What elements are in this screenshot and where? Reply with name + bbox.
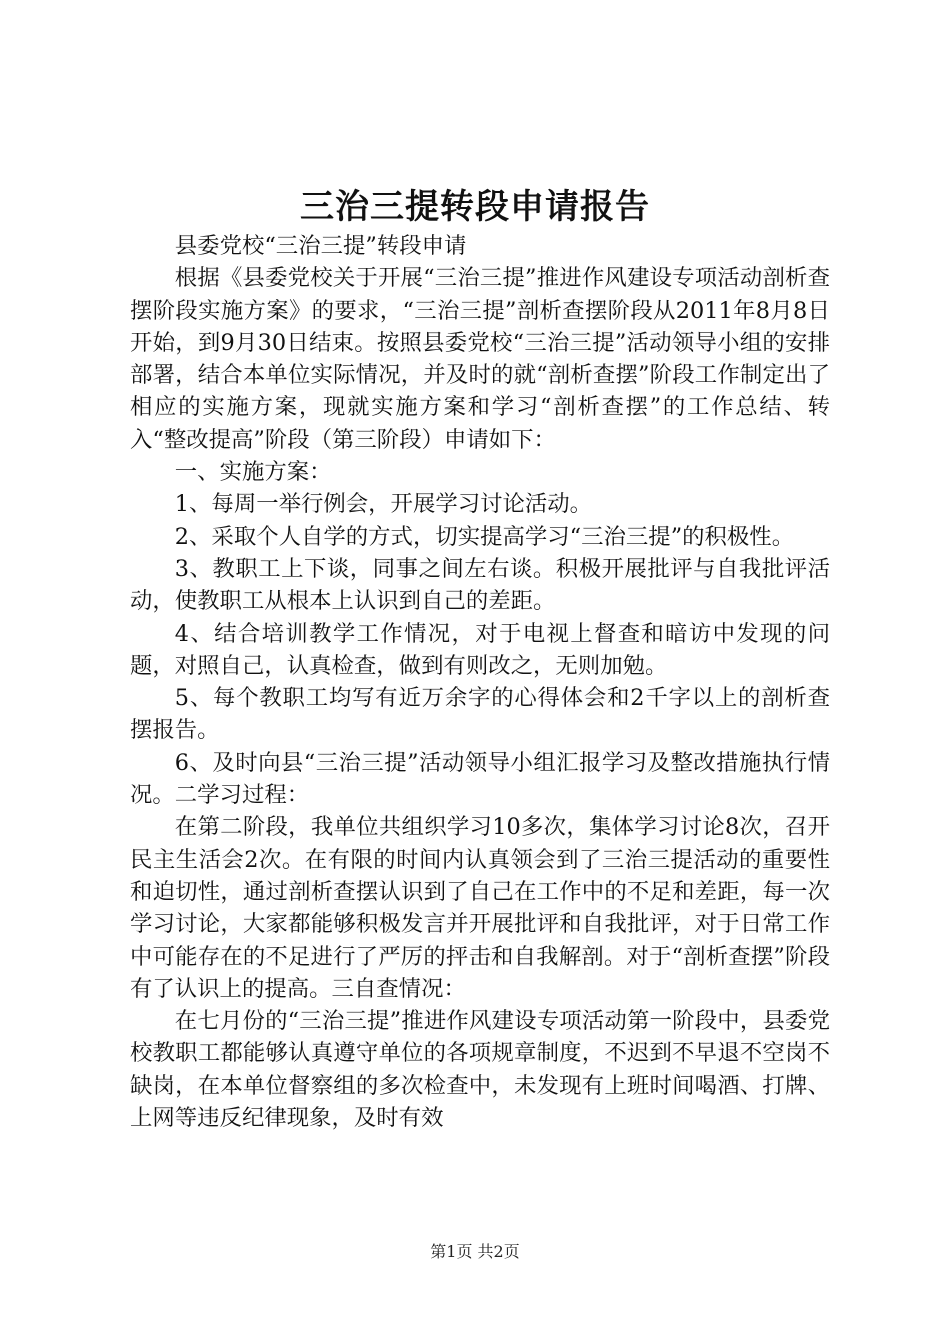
list-item-5: 5、每个教职工均写有近万余字的心得体会和2千字以上的剖析查摆报告。 (130, 685, 830, 744)
list-item-3: 3、教职工上下谈，同事之间左右谈。积极开展批评与自我批评活动，使教职工从根本上认识到自己的差距。 (130, 555, 830, 615)
list-item-6: 6、及时向县“三治三提”活动领导小组汇报学习及整改措施执行情况。二学习过程： (130, 749, 830, 809)
paragraph-intro: 根据《县委党校关于开展“三治三提”推进作风建设专项活动剖析查摆阶段实施方案》的要求，“三治三提”剖析查摆阶段从2011年8月8日开始，到9月30日结束。按照县委党校“三治三提”活动领导小组的安排部署，结合本单位实际情况，并及时的就“剖析查摆”阶段工作制定出了相应的实施方案，现就实施方案和学习“剖析查摆”的工作总结、转入“整改提高”阶段（第三阶段）申请如下： (130, 265, 830, 453)
list-item-1: 1、每周一举行例会，开展学习讨论活动。 (174, 491, 593, 518)
list-item-2: 2、采取个人自学的方式，切实提高学习“三治三提”的积极性。 (174, 523, 795, 550)
page-footer: 第1页 共2页 (430, 1242, 520, 1261)
paragraph-self-check: 在七月份的“三治三提”推进作风建设专项活动第一阶段中，县委党校教职工都能够认真遵守单位的各项规章制度，不迟到不早退不空岗不缺岗，在本单位督察组的多次检查中，未发现有上班时间喝酒、打牌、上网等违反纪律现象，及时有效 (130, 1008, 830, 1132)
section-heading-plan: 一、实施方案： (174, 459, 332, 486)
paragraph-study-process: 在第二阶段，我单位共组织学习10多次，集体学习讨论8次，召开民主生活会2次。在有限的时间内认真领会到了三治三提活动的重要性和迫切性，通过剖析查摆认识到了自己在工作中的不足和差距，每一次学习讨论，大家都能够积极发言并开展批评和自我批评，对于日常工作中可能存在的不足进行了严厉的抨击和自我解剖。对于“剖析查摆”阶段有了认识上的提高。三自查情况： (130, 814, 830, 1002)
list-item-4: 4、结合培训教学工作情况，对于电视上督查和暗访中发现的问题，对照自己，认真检查，做到有则改之，无则加勉。 (130, 620, 830, 679)
document-body (130, 230, 830, 1134)
document-title: 三治三提转段申请报告 (300, 187, 650, 227)
paragraph-heading-line: 县委党校“三治三提”转段申请 (174, 233, 467, 259)
